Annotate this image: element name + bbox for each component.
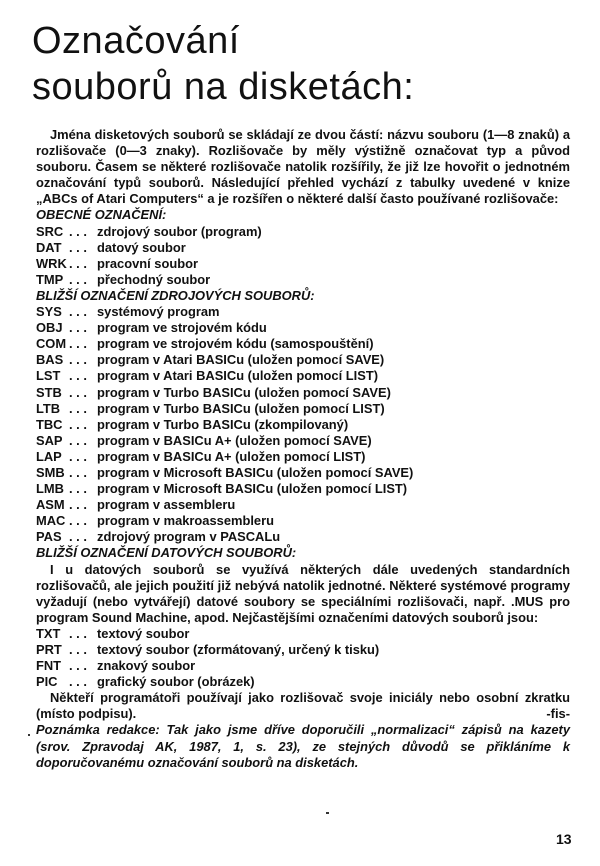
extension-description: program v makroassembleru bbox=[97, 513, 274, 529]
dots: . . . bbox=[69, 481, 87, 497]
list-source bbox=[36, 304, 570, 545]
extension-description: program v Microsoft BASICu (uložen pomocí SAVE) bbox=[97, 464, 414, 480]
extension-description: zdrojový soubor (program) bbox=[97, 223, 262, 239]
list-item bbox=[36, 449, 570, 465]
extension-code: TBC bbox=[36, 416, 63, 432]
extension-description: program v Atari BASICu (uložen pomocí LIST) bbox=[97, 368, 378, 384]
closing-paragraph bbox=[36, 690, 570, 722]
article-body bbox=[36, 127, 570, 771]
dots: . . . bbox=[69, 674, 87, 690]
list-data bbox=[36, 626, 570, 690]
list-item bbox=[36, 368, 570, 384]
extension-description: grafický soubor (obrázek) bbox=[97, 674, 255, 690]
dots: . . . bbox=[69, 513, 87, 529]
dots: . . . bbox=[69, 529, 87, 545]
editor-note: Poznámka redakce: Tak jako jsme dříve doporučili „normalizaci“ zápisů na kazety (srov. Zpravodaj AK, 1987, 1, s. 23), ze stejných důvodů se přikláníme k doporučovanému označování souborů na disketách. bbox=[36, 722, 570, 770]
extension-description: datový soubor bbox=[97, 239, 186, 255]
dots: . . . bbox=[69, 239, 87, 255]
extension-description: program v BASICu A+ (uložen pomocí LIST) bbox=[97, 448, 366, 464]
extension-code: COM bbox=[36, 336, 67, 352]
extension-description: program v assembleru bbox=[97, 497, 236, 513]
list-item bbox=[36, 304, 570, 320]
extension-code: PIC bbox=[36, 674, 58, 690]
list-item bbox=[36, 401, 570, 417]
dots: . . . bbox=[69, 658, 87, 674]
extension-description: program v Turbo BASICu (uložen pomocí LIST) bbox=[97, 400, 385, 416]
extension-description: systémový program bbox=[97, 304, 220, 320]
dots: . . . bbox=[69, 416, 87, 432]
dots: . . . bbox=[69, 336, 87, 352]
title-line-2: souborů na disketách: bbox=[32, 66, 415, 108]
list-item bbox=[36, 417, 570, 433]
extension-code: SMB bbox=[36, 464, 65, 480]
list-item bbox=[36, 674, 570, 690]
extension-code: SRC bbox=[36, 223, 64, 239]
dots: . . . bbox=[69, 352, 87, 368]
extension-description: program v Atari BASICu (uložen pomocí SAVE) bbox=[97, 352, 385, 368]
dots: . . . bbox=[69, 304, 87, 320]
dots: . . . bbox=[69, 368, 87, 384]
dots: . . . bbox=[69, 642, 87, 657]
title-line-1: Označování bbox=[32, 20, 240, 62]
dots: . . . bbox=[69, 432, 87, 448]
page-number: 13 bbox=[556, 831, 572, 847]
extension-code: LMB bbox=[36, 481, 64, 497]
extension-code: DAT bbox=[36, 239, 62, 255]
extension-description: program v Microsoft BASICu (uložen pomocí LIST) bbox=[97, 481, 408, 497]
list-general bbox=[36, 224, 570, 288]
article-title bbox=[32, 18, 414, 110]
dots: . . . bbox=[69, 271, 87, 287]
list-item bbox=[36, 272, 570, 288]
extension-code: TXT bbox=[36, 625, 61, 641]
extension-code: SAP bbox=[36, 432, 63, 448]
list-item bbox=[36, 385, 570, 401]
extension-description: znakový soubor bbox=[97, 658, 196, 674]
list-item bbox=[36, 497, 570, 513]
extension-code: LAP bbox=[36, 448, 62, 464]
list-item bbox=[36, 626, 570, 642]
list-item bbox=[36, 658, 570, 674]
extension-description: pracovní soubor bbox=[97, 255, 198, 271]
extension-code: TMP bbox=[36, 271, 64, 287]
print-speck bbox=[28, 734, 30, 736]
extension-code: MAC bbox=[36, 513, 66, 529]
extension-code: SYS bbox=[36, 304, 62, 320]
list-item bbox=[36, 224, 570, 240]
extension-code: LST bbox=[36, 368, 61, 384]
dots: . . . bbox=[69, 464, 87, 480]
extension-description: program v Turbo BASICu (uložen pomocí SAVE) bbox=[97, 384, 391, 400]
extension-description: textový soubor (zformátovaný, určený k tisku) bbox=[97, 642, 380, 657]
dots: . . . bbox=[69, 223, 87, 239]
extension-code: PAS bbox=[36, 529, 62, 545]
closing-text: Někteří programátoři používají jako rozlišovač svoje iniciály nebo osobní zkratku (místo podpisu). bbox=[36, 690, 570, 722]
list-item bbox=[36, 320, 570, 336]
extension-description: program ve strojovém kódu (samospouštění) bbox=[97, 336, 374, 352]
list-item bbox=[36, 513, 570, 529]
heading-general: OBECNÉ OZNAČENÍ: bbox=[36, 207, 167, 223]
extension-code: STB bbox=[36, 384, 62, 400]
signature: -fis- bbox=[546, 706, 570, 722]
extension-code: LTB bbox=[36, 400, 61, 416]
print-speck bbox=[326, 812, 329, 814]
dots: . . . bbox=[69, 320, 87, 336]
extension-code: ASM bbox=[36, 497, 65, 513]
dots: . . . bbox=[69, 384, 87, 400]
list-item bbox=[36, 529, 570, 545]
extension-description: textový soubor bbox=[97, 625, 190, 641]
dots: . . . bbox=[69, 448, 87, 464]
list-item bbox=[36, 433, 570, 449]
extension-code: BAS bbox=[36, 352, 64, 368]
list-item bbox=[36, 336, 570, 352]
heading-data: BLIŽŠÍ OZNAČENÍ DATOVÝCH SOUBORŮ: bbox=[36, 545, 297, 561]
dots: . . . bbox=[69, 497, 87, 513]
extension-code: OBJ bbox=[36, 320, 63, 336]
intro-paragraph: Jména disketových souborů se skládají ze dvou částí: názvu souboru (1—8 znaků) a rozlišovače (0—3 znaky). Rozlišovače by měly výstižně označovat typ a původ souboru. Časem se některé rozlišovače natolik rozšířily, že již lze hovořit o jednotném označování typů souborů. Následující přehled vychází z tabulky uvedené v knize „ABCs of Atari Computers“ a je rozšířen o některé další často používané rozlišovače: bbox=[36, 127, 570, 207]
extension-code: WRK bbox=[36, 255, 67, 271]
list-item bbox=[36, 352, 570, 368]
dots: . . . bbox=[69, 400, 87, 416]
extension-description: program ve strojovém kódu bbox=[97, 320, 267, 336]
extension-description: program v BASICu A+ (uložen pomocí SAVE) bbox=[97, 432, 372, 448]
dots: . . . bbox=[69, 255, 87, 271]
extension-code: PRT bbox=[36, 642, 62, 657]
list-item bbox=[36, 481, 570, 497]
extension-description: zdrojový program v PASCALu bbox=[97, 529, 281, 545]
list-item bbox=[36, 240, 570, 256]
list-item bbox=[36, 642, 570, 658]
extension-description: přechodný soubor bbox=[97, 271, 211, 287]
dots: . . . bbox=[69, 625, 87, 641]
extension-description: program v Turbo BASICu (zkompilovaný) bbox=[97, 416, 349, 432]
list-item bbox=[36, 465, 570, 481]
extension-code: FNT bbox=[36, 658, 62, 674]
data-paragraph: I u datových souborů se využívá některých dále uvedených standardních rozlišovačů, ale jejich použití již nebývá natolik jednotné. Některé systémové programy vyžadují (nebo vytvářejí) datové soubory se speciálními rozlišovači, např. .MUS pro program Sound Machine, apod. Nejčastějšími označeními datových souborů jsou: bbox=[36, 561, 570, 625]
list-item bbox=[36, 256, 570, 272]
heading-source: BLIŽŠÍ OZNAČENÍ ZDROJOVÝCH SOUBORŮ: bbox=[36, 287, 315, 303]
